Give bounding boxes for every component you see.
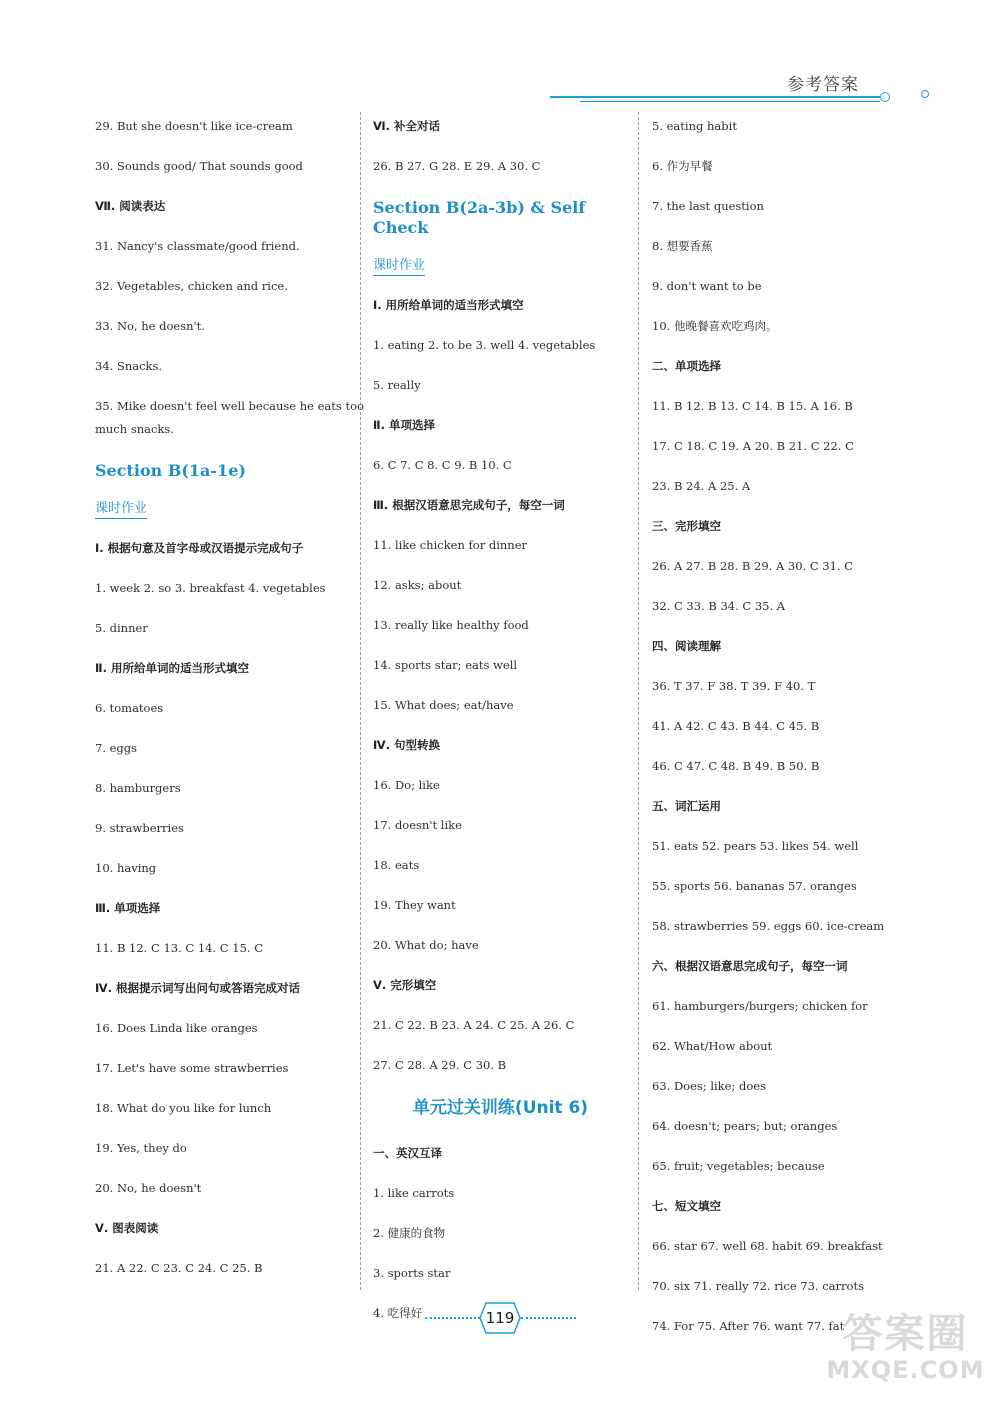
exercise-heading: Ⅲ. 根据汉语意思完成句子，每空一词 — [373, 498, 565, 512]
answer-item: 3. sports star — [373, 1266, 451, 1280]
answer-item: 16. Do; like — [373, 778, 440, 792]
answer-item: 11. B 12. B 13. C 14. B 15. A 16. B — [652, 399, 853, 413]
answer-item: 34. Snacks. — [95, 359, 163, 373]
exercise-heading: Ⅴ. 图表阅读 — [95, 1221, 159, 1235]
answer-column-left — [95, 118, 364, 1300]
exercise-heading: Ⅲ. 单项选择 — [95, 901, 161, 915]
answer-column-middle — [373, 118, 628, 1345]
answer-item: 10. having — [95, 861, 157, 875]
answer-item: 27. C 28. A 29. C 30. B — [373, 1058, 507, 1072]
exercise-heading: 五、词汇运用 — [652, 799, 721, 813]
answer-item: 5. dinner — [95, 621, 148, 635]
exercise-heading: Ⅳ. 根据提示词写出问句或答语完成对话 — [95, 981, 301, 995]
answer-item: 11. like chicken for dinner — [373, 538, 528, 552]
header-title: 参考答案 — [787, 75, 859, 95]
answer-item: 18. What do you like for lunch — [95, 1101, 272, 1115]
answer-item: 18. eats — [373, 858, 420, 872]
answer-item: 65. fruit; vegetables; because — [652, 1159, 825, 1173]
exercise-heading: Ⅰ. 根据句意及首字母或汉语提示完成句子 — [95, 541, 304, 555]
answer-item: 30. Sounds good/ That sounds good — [95, 159, 303, 173]
answer-item: 41. A 42. C 43. B 44. C 45. B — [652, 719, 820, 733]
watermark-site: MXQE.COM — [826, 1356, 985, 1384]
answer-item: 1. eating 2. to be 3. well 4. vegetables — [373, 338, 596, 352]
answer-item: 7. the last question — [652, 199, 764, 213]
answer-item: 29. But she doesn't like ice-cream — [95, 119, 293, 133]
lesson-label: 课时作业 — [95, 500, 147, 519]
exercise-heading: 四、阅读理解 — [652, 639, 721, 653]
answer-item: 6. tomatoes — [95, 701, 164, 715]
answer-item: much snacks. — [95, 422, 174, 436]
exercise-heading: 三、完形填空 — [652, 519, 721, 533]
answer-item: 74. For 75. After 76. want 77. fat — [652, 1319, 845, 1333]
answer-item: 21. A 22. C 23. C 24. C 25. B — [95, 1261, 263, 1275]
answer-item: 14. sports star; eats well — [373, 658, 518, 672]
column-divider — [638, 112, 639, 1290]
answer-item: 35. Mike doesn't feel well because he eats too — [95, 399, 364, 413]
answer-item: 33. No, he doesn't. — [95, 319, 205, 333]
answer-item: 9. don't want to be — [652, 279, 762, 293]
lesson-label: 课时作业 — [373, 257, 425, 276]
exercise-heading: 六、根据汉语意思完成句子，每空一词 — [652, 959, 848, 973]
answer-item: 51. eats 52. pears 53. likes 54. well — [652, 839, 859, 853]
answer-item: 17. C 18. C 19. A 20. B 21. C 22. C — [652, 439, 854, 453]
unit-title: 单元过关训练(Unit 6) — [412, 1098, 589, 1118]
answer-item: 16. Does Linda like oranges — [95, 1021, 258, 1035]
answer-item: 58. strawberries 59. eggs 60. ice-cream — [652, 919, 885, 933]
exercise-heading: 一、英汉互译 — [373, 1146, 442, 1160]
answer-item: 17. Let's have some strawberries — [95, 1061, 289, 1075]
exercise-heading: Ⅳ. 句型转换 — [373, 738, 441, 752]
answer-item: 20. What do; have — [373, 938, 479, 952]
section-title: Section B(2a-3b) & Self Check — [373, 198, 586, 237]
column-divider — [360, 112, 361, 1290]
answer-item: 23. B 24. A 25. A — [652, 479, 751, 493]
header-rule — [550, 96, 880, 98]
header-circle-small-icon — [921, 90, 929, 98]
exercise-heading: Ⅰ. 用所给单词的适当形式填空 — [373, 298, 524, 312]
answer-item: 21. C 22. B 23. A 24. C 25. A 26. C — [373, 1018, 575, 1032]
answer-item: 31. Nancy's classmate/good friend. — [95, 239, 300, 253]
answer-item: 11. B 12. C 13. C 14. C 15. C — [95, 941, 263, 955]
exercise-heading: Ⅵ. 补全对话 — [373, 119, 441, 133]
answer-item: 4. 吃得好 — [373, 1306, 423, 1320]
answer-item: 8. 想要香蕉 — [652, 239, 713, 253]
answer-item: 5. really — [373, 378, 421, 392]
answer-item: 55. sports 56. bananas 57. oranges — [652, 879, 857, 893]
answer-item: 36. T 37. F 38. T 39. F 40. T — [652, 679, 816, 693]
answer-item: 1. like carrots — [373, 1186, 455, 1200]
answer-item: 64. doesn't; pears; but; oranges — [652, 1119, 838, 1133]
exercise-heading: Ⅶ. 阅读表达 — [95, 199, 166, 213]
page-number-dots-left — [425, 1317, 480, 1321]
answer-item: 13. really like healthy food — [373, 618, 529, 632]
page-number-dots-right — [521, 1317, 576, 1321]
answer-column-right — [652, 118, 902, 1358]
answer-item: 62. What/How about — [652, 1039, 773, 1053]
answer-item: 66. star 67. well 68. habit 69. breakfast — [652, 1239, 883, 1253]
answer-item: 26. A 27. B 28. B 29. A 30. C 31. C — [652, 559, 854, 573]
answer-item: 46. C 47. C 48. B 49. B 50. B — [652, 759, 820, 773]
answer-item: 26. B 27. G 28. E 29. A 30. C — [373, 159, 541, 173]
answer-item: 17. doesn't like — [373, 818, 462, 832]
answer-item: 6. 作为早餐 — [652, 159, 713, 173]
answer-item: 19. They want — [373, 898, 456, 912]
answer-item: 32. C 33. B 34. C 35. A — [652, 599, 786, 613]
answer-item: 15. What does; eat/have — [373, 698, 514, 712]
header-circle-icon — [880, 92, 890, 102]
answer-item: 6. C 7. C 8. C 9. B 10. C — [373, 458, 512, 472]
answer-item: 19. Yes, they do — [95, 1141, 187, 1155]
answer-item: 2. 健康的食物 — [373, 1226, 446, 1240]
answer-item: 10. 他晚餐喜欢吃鸡肉。 — [652, 319, 778, 333]
answer-item: 12. asks; about — [373, 578, 462, 592]
exercise-heading: Ⅴ. 完形填空 — [373, 978, 437, 992]
answer-item: 20. No, he doesn't — [95, 1181, 202, 1195]
answer-item: 70. six 71. really 72. rice 73. carrots — [652, 1279, 864, 1293]
answer-item: 5. eating habit — [652, 119, 737, 133]
page-number: 119 — [485, 1309, 515, 1327]
exercise-heading: Ⅱ. 用所给单词的适当形式填空 — [95, 661, 249, 675]
exercise-heading: 二、单项选择 — [652, 359, 721, 373]
watermark — [818, 1312, 993, 1384]
exercise-heading: Ⅱ. 单项选择 — [373, 418, 435, 432]
exercise-heading: 七、短文填空 — [652, 1199, 721, 1213]
answer-item: 7. eggs — [95, 741, 138, 755]
answer-item: 63. Does; like; does — [652, 1079, 766, 1093]
answer-item: 8. hamburgers — [95, 781, 181, 795]
answer-item: 61. hamburgers/burgers; chicken for — [652, 999, 868, 1013]
watermark-logo: 答案圈 — [842, 1311, 969, 1357]
answer-item: 1. week 2. so 3. breakfast 4. vegetables — [95, 581, 326, 595]
header-rule-thin — [580, 101, 880, 102]
answer-item: 9. strawberries — [95, 821, 184, 835]
section-title: Section B(1a-1e) — [95, 461, 246, 480]
answer-item: 32. Vegetables, chicken and rice. — [95, 279, 288, 293]
